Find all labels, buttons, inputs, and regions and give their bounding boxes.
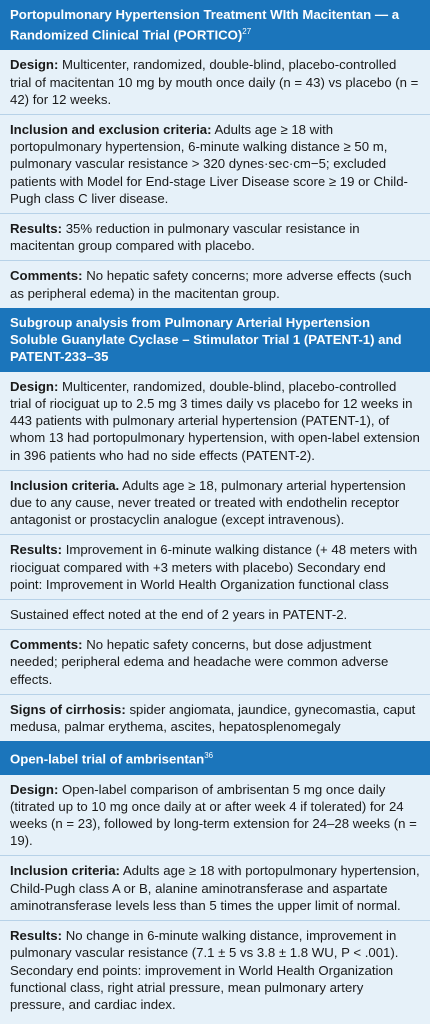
- criteria-row: [0, 471, 430, 536]
- signs-row: [0, 695, 430, 741]
- section-portico: [0, 0, 430, 308]
- criteria-row: [0, 856, 430, 921]
- section-heading: [0, 741, 430, 774]
- row-label: Comments:: [10, 637, 83, 653]
- row-label: Design:: [10, 57, 59, 73]
- row-label: Inclusion criteria:: [10, 863, 120, 879]
- results-row: [0, 214, 430, 261]
- row-text: No change in 6-minute walking distance, improvement in pulmonary vascular resistance (7.1 ± 5 vs 3.8 ± 1.8 WU, P < .001). Secondary end points: improvement in World Health Organization functional class, right atrial pressure, mean pulmonary artery pressure, and cardiac index.: [10, 928, 399, 1012]
- design-row: [0, 372, 430, 471]
- reference-number: 27: [242, 27, 252, 36]
- criteria-row: [0, 115, 430, 214]
- row-text: Multicenter, randomized, double-blind, placebo-controlled trial of riociguat up to 2.5 mg 3 times daily vs placebo for 12 weeks in 443 patients with pulmonary arterial hypertension (PATENT-1), of whom 13 had portopulmonary hypertension, with open-label extension in 396 patients who had no side effects (PATENT-2).: [10, 378, 420, 463]
- design-row: [0, 50, 430, 115]
- row-label: Comments:: [10, 268, 83, 284]
- design-row: [0, 775, 430, 857]
- row-text: No hepatic safety concerns; more adverse effects (such as peripheral edema) in the macitentan group.: [10, 268, 412, 301]
- row-text: Adults age ≥ 18, pulmonary arterial hypertension due to any cause, never treated or treated with endothelin receptor antagonist or prostacyclin analogue (except intravenous).: [10, 477, 406, 528]
- row-label: Results:: [10, 928, 63, 944]
- section-ambrisentan: [0, 741, 430, 1019]
- row-text: Improvement in 6-minute walking distance (+ 48 meters with riociguat compared with +3 meters with placebo) Secondary end point: Improvement in World Health Organization functional class: [10, 542, 418, 592]
- row-label: Signs of cirrhosis:: [10, 701, 126, 717]
- comments-row: [0, 630, 430, 695]
- row-label: Design:: [10, 781, 59, 797]
- row-label: Inclusion and exclusion criteria:: [10, 122, 212, 137]
- row-label: Results:: [10, 542, 63, 558]
- row-label: Design:: [10, 378, 59, 394]
- row-text: spider angiomata, jaundice, gynecomastia, caput medusa, palmar erythema, ascites, hepatosplenomegaly: [10, 701, 416, 735]
- row-text: Multicenter, randomized, double-blind, placebo-controlled trial of macitentan 10 mg by mouth once daily (n = 43) vs placebo (n = 42) for 12 weeks.: [10, 57, 419, 107]
- section-title: Subgroup analysis from Pulmonary Arterial Hypertension Soluble Guanylate Cyclase – Stimulator Trial 1 (PATENT-1) and PATENT-233–35: [10, 314, 402, 364]
- row-text: Open-label comparison of ambrisentan 5 mg once daily (titrated up to 10 mg once daily at or after week 4 if tolerated) for 24 weeks (n = 23), followed by long-term extension for 24–28 weeks (n = 19).: [10, 781, 417, 849]
- results-row: [0, 921, 430, 1019]
- results-row: [0, 535, 430, 600]
- row-text: Adults age ≥ 18 with portopulmonary hypertension, 6-minute walking distance ≥ 50 m, pulmonary vascular resistance > 320 dynes·sec·cm−5; excluded patients with Model for End-stage Liver Disease score ≥ 19 or Child-Pugh class C liver disease.: [10, 122, 408, 206]
- row-text: Adults age ≥ 18 with portopulmonary hypertension, Child-Pugh class A or B, alanine aminotransferase and aspartate aminotransferase levels less than 5 times the upper limit of normal.: [10, 863, 420, 913]
- row-text: Sustained effect noted at the end of 2 years in PATENT-2.: [10, 607, 348, 623]
- section-patent: [0, 308, 430, 741]
- sustained-effect-row: [0, 600, 430, 630]
- section-title: Open-label trial of ambrisentan: [10, 751, 205, 767]
- row-label: Inclusion criteria.: [10, 477, 120, 493]
- section-heading: [0, 308, 430, 372]
- section-heading: [0, 0, 430, 50]
- row-text: 35% reduction in pulmonary vascular resistance in macitentan group compared with placebo.: [10, 221, 360, 254]
- comments-row: [0, 261, 430, 307]
- reference-number: 36: [204, 751, 214, 761]
- row-label: Results:: [10, 221, 63, 237]
- section-title: Portopulmonary Hypertension Treatment WIth Macitentan — a Randomized Clinical Trial (PORTICO): [10, 7, 400, 43]
- row-text: No hepatic safety concerns, but dose adjustment needed; peripheral edema and headache were common adverse effects.: [10, 637, 389, 687]
